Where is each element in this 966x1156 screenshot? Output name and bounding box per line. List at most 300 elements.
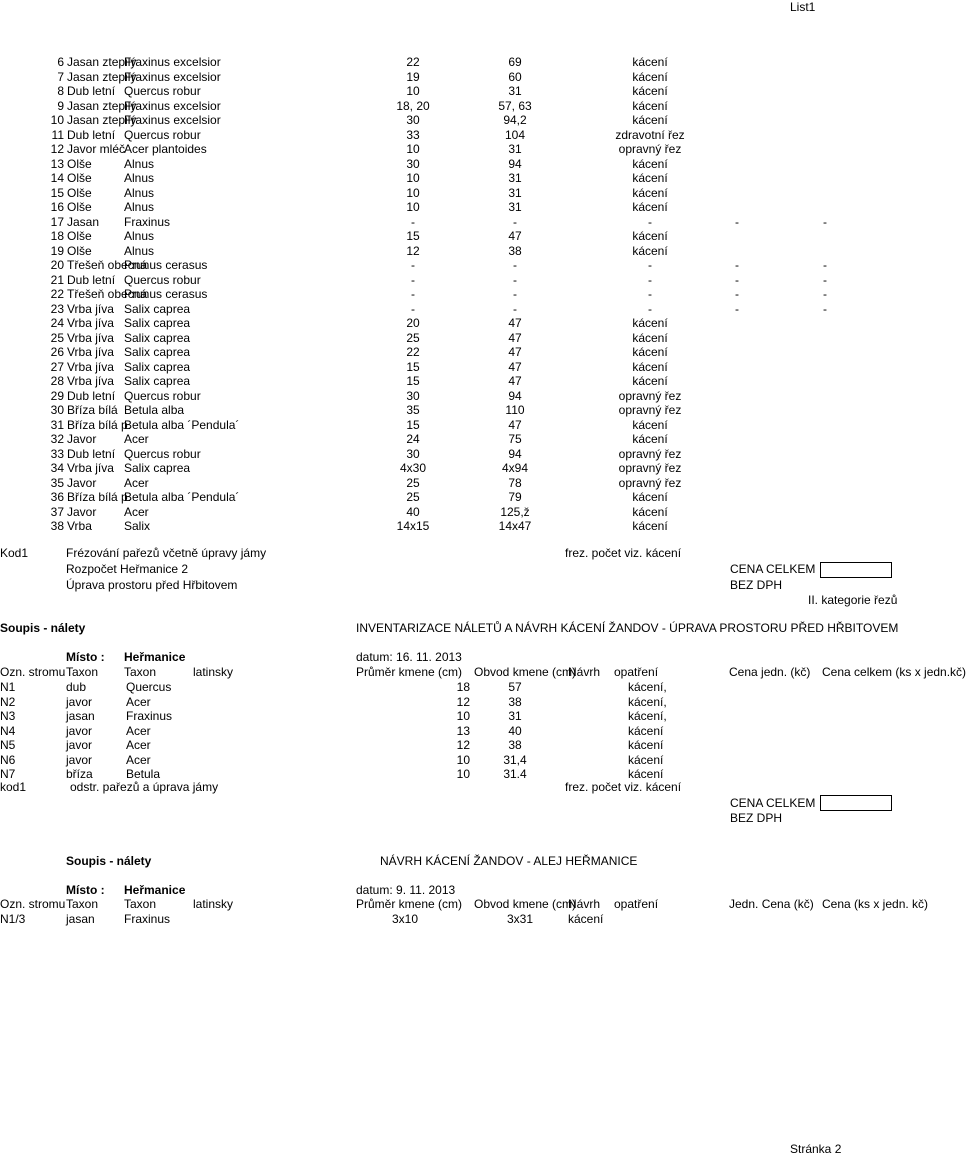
tree-czech-name: Javor (67, 475, 97, 490)
tree-number: 9 (57, 98, 64, 113)
tree-diameter: 4x30 (399, 461, 427, 475)
tree-latin-name: Betula alba ´Pendula´ (124, 490, 240, 504)
row-diameter: 10 (456, 709, 470, 723)
tree-number: 24 (50, 316, 64, 330)
tree-diameter: - (411, 301, 415, 316)
tree-czech-name: Vrba jíva (67, 345, 114, 359)
tree-czech-name: Javor (67, 504, 97, 519)
tree-latin-name: Salix caprea (124, 330, 191, 345)
tree-action: kácení (632, 490, 668, 504)
col-latin: latinsky (193, 897, 234, 911)
row-taxon: jasan (66, 912, 95, 926)
tree-action: kácení (632, 55, 668, 69)
tree-diameter: 12 (406, 243, 420, 258)
section-1-total-box (820, 795, 892, 811)
col-taxon-2: Taxon (124, 665, 157, 679)
tree-latin-name: Acer (124, 475, 149, 490)
section-1-kod: kod1 (0, 780, 27, 794)
tree-girth: 110 (505, 403, 525, 417)
tree-action: kácení (632, 432, 668, 446)
tree-girth: 47 (508, 374, 522, 388)
tree-diameter: 33 (406, 127, 420, 142)
tree-action: kácení (632, 359, 668, 374)
tree-girth: 4x94 (501, 461, 529, 475)
tree-action: opravný řez (618, 388, 682, 403)
tree-number: 26 (50, 345, 64, 359)
page-number: Stránka 2 (790, 1142, 842, 1156)
tree-number: 30 (50, 403, 64, 417)
tree-extra-1: - (735, 214, 739, 229)
budget-subtitle: Úprava prostoru před Hřbitovem (66, 578, 238, 592)
tree-action: opravný řez (618, 446, 682, 461)
row-action: kácení (628, 738, 664, 752)
row-latin: Fraxinus (124, 912, 171, 926)
tree-latin-name: Prunus cerasus (124, 287, 208, 301)
tree-diameter: 24 (406, 432, 420, 446)
tree-number: 16 (50, 200, 64, 214)
tree-girth: 125,ž (500, 504, 530, 519)
row-diameter: 10 (456, 752, 470, 767)
section-1-place: Heřmanice (124, 650, 186, 664)
row-girth: 3x31 (506, 912, 534, 926)
row-taxon: bříza (66, 767, 93, 781)
tree-czech-name: Bříza bílá p. (67, 417, 132, 432)
tree-diameter: 20 (406, 316, 420, 330)
tree-latin-name: Salix caprea (124, 461, 191, 475)
tree-action: kácení (632, 84, 668, 98)
tree-extra-2: - (823, 214, 827, 229)
tree-czech-name: Vrba jíva (67, 330, 114, 345)
row-diameter: 18 (456, 680, 470, 694)
tree-czech-name: Jasan ztepilý (67, 98, 137, 113)
tree-diameter: - (411, 258, 415, 272)
tree-diameter: 30 (406, 446, 420, 461)
tree-girth: - (513, 214, 517, 229)
tree-diameter: - (411, 287, 415, 301)
tree-czech-name: Třešeň obecná (67, 287, 148, 301)
tree-czech-name: Jasan ztepilý (67, 69, 137, 84)
tree-number: 18 (50, 229, 64, 243)
tree-number: 14 (50, 171, 64, 185)
tree-diameter: 15 (406, 359, 420, 374)
tree-czech-name: Jasan ztepilý (67, 113, 137, 127)
tree-czech-name: Dub letní (67, 272, 116, 287)
tree-action: kácení (632, 171, 668, 185)
tree-action: - (648, 272, 652, 287)
col-action: opatření (614, 665, 659, 679)
tree-latin-name: Betula alba (124, 403, 185, 417)
tree-extra-2: - (823, 287, 827, 301)
tree-extra-1: - (735, 287, 739, 301)
row-id: N7 (0, 767, 16, 781)
budget-vat-label: BEZ DPH (730, 578, 783, 592)
tree-girth: 14x47 (498, 519, 532, 533)
tree-latin-name: Acer (124, 504, 149, 519)
tree-action: kácení (632, 185, 668, 200)
tree-diameter: 18, 20 (396, 98, 430, 113)
tree-czech-name: Dub letní (67, 127, 116, 142)
tree-action: opravný řez (618, 142, 682, 156)
tree-latin-name: Quercus robur (124, 446, 201, 461)
tree-number: 8 (57, 84, 64, 98)
tree-czech-name: Javor (67, 432, 97, 446)
col-taxon-1: Taxon (66, 897, 99, 911)
tree-girth: 94 (508, 446, 522, 461)
row-diameter: 13 (456, 723, 470, 738)
col-dbh: Průměr kmene (cm) (356, 897, 463, 911)
tree-latin-name: Alnus (124, 185, 155, 200)
tree-action: - (648, 258, 652, 272)
row-action: kácení, (628, 694, 667, 709)
section-2-heading: NÁVRH KÁCENÍ ŽANDOV - ALEJ HEŘMANICE (380, 854, 638, 868)
tree-action: kácení (632, 330, 668, 345)
tree-czech-name: Vrba jíva (67, 374, 114, 388)
row-latin: Acer (126, 694, 151, 709)
tree-czech-name: Bříza bílá (67, 403, 118, 417)
row-id: N3 (0, 709, 16, 723)
section-1-date: datum: 16. 11. 2013 (356, 650, 462, 664)
row-action: kácení (628, 752, 664, 767)
tree-diameter: 40 (406, 504, 420, 519)
tree-girth: 47 (508, 229, 522, 243)
tree-girth: 31 (508, 84, 522, 98)
tree-czech-name: Javor mléč (67, 142, 126, 156)
tree-action: kácení (632, 316, 668, 330)
tree-diameter: 14x15 (396, 519, 430, 533)
row-diameter: 12 (456, 694, 470, 709)
row-taxon: javor (66, 738, 93, 752)
col-ozn: Ozn. stromu (0, 665, 66, 679)
tree-action: kácení (632, 345, 668, 359)
row-taxon: jasan (66, 709, 95, 723)
tree-action: - (648, 214, 652, 229)
tree-latin-name: Alnus (124, 243, 155, 258)
row-diameter: 12 (456, 738, 470, 752)
tree-latin-name: Fraxinus (124, 214, 171, 229)
tree-czech-name: Třešeň obecná (67, 258, 148, 272)
row-latin: Acer (126, 723, 151, 738)
tree-action: kácení (632, 113, 668, 127)
row-action: kácení (568, 912, 604, 926)
col-girth: Obvod kmene (cm) (474, 665, 577, 679)
col-proposal: Návrh (568, 897, 601, 911)
row-id: N6 (0, 752, 16, 767)
tree-extra-1: - (735, 258, 739, 272)
tree-girth: 78 (508, 475, 522, 490)
row-girth: 57 (508, 680, 522, 694)
row-action: kácení (628, 723, 664, 738)
col-proposal: Návrh (568, 665, 601, 679)
tree-girth: 57, 63 (498, 98, 532, 113)
tree-diameter: 25 (406, 490, 420, 504)
budget-code: Kod1 (0, 546, 29, 560)
row-id: N1/3 (0, 912, 26, 926)
col-total-price: Cena celkem (ks x jedn.kč) (822, 665, 966, 679)
tree-latin-name: Prunus cerasus (124, 258, 208, 272)
tree-girth: - (513, 272, 517, 287)
row-id: N1 (0, 680, 16, 694)
tree-number: 28 (50, 374, 64, 388)
tree-number: 15 (50, 185, 64, 200)
tree-action: kácení (632, 98, 668, 113)
tree-diameter: 10 (406, 84, 420, 98)
tree-girth: 47 (508, 330, 522, 345)
row-taxon: javor (66, 752, 93, 767)
tree-czech-name: Jasan ztepilý (67, 55, 137, 69)
tree-number: 25 (50, 330, 64, 345)
tree-czech-name: Olše (67, 243, 92, 258)
col-latin: latinsky (193, 665, 234, 679)
tree-latin-name: Salix caprea (124, 374, 191, 388)
row-girth: 31.4 (503, 767, 527, 781)
budget-item: Frézování pařezů včetně úpravy jámy (66, 546, 267, 560)
tree-girth: 94 (508, 388, 522, 403)
tree-diameter: 10 (406, 171, 420, 185)
tree-action: kácení (632, 156, 668, 171)
row-id: N4 (0, 723, 16, 738)
tree-number: 12 (50, 142, 64, 156)
tree-girth: 79 (508, 490, 522, 504)
col-unit-price: Cena jedn. (kč) (729, 665, 811, 679)
budget-category: II. kategorie řezů (808, 593, 898, 607)
tree-girth: 94 (508, 156, 522, 171)
col-ozn: Ozn. stromu (0, 897, 66, 911)
tree-number: 19 (50, 243, 64, 258)
row-girth: 38 (508, 738, 522, 752)
row-taxon: dub (66, 680, 87, 694)
tree-girth: 60 (508, 69, 522, 84)
tree-number: 13 (50, 156, 64, 171)
section-2-date: datum: 9. 11. 2013 (356, 883, 456, 897)
tree-czech-name: Vrba jíva (67, 316, 114, 330)
tree-girth: 38 (508, 243, 522, 258)
tree-czech-name: Olše (67, 200, 92, 214)
section-2-place-label: Místo : (66, 883, 105, 897)
tree-action: kácení (632, 374, 668, 388)
tree-latin-name: Acer plantoides (124, 142, 207, 156)
tree-number: 38 (50, 519, 64, 533)
col-dbh: Průměr kmene (cm) (356, 665, 463, 679)
tree-action: kácení (632, 243, 668, 258)
row-action: kácení, (628, 709, 667, 723)
tree-number: 29 (50, 388, 64, 403)
row-latin: Acer (126, 738, 151, 752)
tree-action: opravný řez (618, 461, 682, 475)
tree-number: 6 (57, 55, 64, 69)
col-unit-price: Jedn. Cena (kč) (729, 897, 814, 911)
row-id: N5 (0, 738, 16, 752)
row-taxon: javor (66, 694, 93, 709)
tree-number: 31 (50, 417, 64, 432)
tree-diameter: 30 (406, 156, 420, 171)
tree-action: kácení (632, 519, 668, 533)
tree-action: kácení (632, 504, 668, 519)
tree-diameter: 30 (406, 113, 420, 127)
budget-item-note: frez. počet viz. kácení (565, 546, 682, 560)
tree-czech-name: Vrba jíva (67, 461, 114, 475)
tree-number: 11 (51, 127, 64, 142)
sheet-name: List1 (790, 0, 816, 14)
tree-latin-name: Fraxinus excelsior (124, 69, 221, 84)
tree-number: 10 (50, 113, 64, 127)
row-action: kácení (628, 767, 664, 781)
tree-number: 34 (50, 461, 64, 475)
tree-czech-name: Jasan (67, 214, 100, 229)
tree-girth: - (513, 258, 517, 272)
tree-diameter: 15 (406, 229, 420, 243)
tree-number: 23 (50, 301, 64, 316)
tree-number: 32 (50, 432, 64, 446)
tree-action: kácení (632, 417, 668, 432)
tree-number: 37 (50, 504, 64, 519)
tree-extra-2: - (823, 272, 827, 287)
col-action: opatření (614, 897, 659, 911)
section-2-place: Heřmanice (124, 883, 186, 897)
tree-latin-name: Alnus (124, 156, 155, 171)
tree-diameter: - (411, 214, 415, 229)
tree-girth: 47 (508, 417, 522, 432)
section-1-kod-item: odstr. pařezů a úprava jámy (70, 780, 219, 794)
tree-girth: 94,2 (503, 113, 527, 127)
col-taxon-1: Taxon (66, 665, 99, 679)
tree-latin-name: Fraxinus excelsior (124, 113, 221, 127)
tree-action: - (648, 287, 652, 301)
section-1-total-label: CENA CELKEM (730, 796, 816, 810)
tree-diameter: 35 (406, 403, 420, 417)
tree-diameter: 10 (406, 142, 420, 156)
tree-extra-1: - (735, 272, 739, 287)
row-girth: 31,4 (503, 752, 527, 767)
tree-number: 7 (57, 69, 64, 84)
tree-latin-name: Alnus (124, 171, 155, 185)
tree-latin-name: Quercus robur (124, 388, 201, 403)
tree-number: 33 (50, 446, 64, 461)
tree-czech-name: Dub letní (67, 446, 116, 461)
tree-diameter: 10 (406, 200, 420, 214)
tree-extra-2: - (823, 301, 827, 316)
tree-number: 17 (50, 214, 64, 229)
row-diameter: 10 (456, 767, 470, 781)
section-1-kod-note: frez. počet viz. kácení (565, 780, 682, 794)
tree-girth: 47 (508, 345, 522, 359)
tree-latin-name: Salix caprea (124, 345, 191, 359)
tree-girth: 104 (504, 127, 526, 142)
tree-latin-name: Alnus (124, 229, 155, 243)
tree-latin-name: Alnus (124, 200, 155, 214)
tree-number: 35 (50, 475, 64, 490)
section-1-place-label: Místo : (66, 650, 105, 664)
tree-action: kácení (632, 69, 668, 84)
row-girth: 38 (508, 694, 522, 709)
tree-czech-name: Vrba (67, 519, 92, 533)
tree-action: kácení (632, 229, 668, 243)
row-girth: 40 (508, 723, 522, 738)
tree-czech-name: Bříza bílá p. (67, 490, 132, 504)
row-action: kácení, (628, 680, 667, 694)
row-taxon: javor (66, 723, 93, 738)
tree-girth: 75 (508, 432, 522, 446)
tree-girth: 31 (508, 200, 522, 214)
tree-czech-name: Olše (67, 229, 92, 243)
tree-diameter: 10 (406, 185, 420, 200)
tree-girth: 31 (508, 185, 522, 200)
row-id: N2 (0, 694, 16, 709)
row-latin: Fraxinus (126, 709, 173, 723)
tree-diameter: 19 (406, 69, 420, 84)
row-latin: Betula (126, 767, 161, 781)
budget-total-label: CENA CELKEM (730, 562, 816, 576)
tree-diameter: 30 (406, 388, 420, 403)
budget-total-box (820, 562, 892, 578)
tree-latin-name: Salix caprea (124, 359, 191, 374)
row-latin: Acer (126, 752, 151, 767)
tree-latin-name: Quercus robur (124, 272, 201, 287)
tree-latin-name: Quercus robur (124, 127, 201, 142)
tree-number: 20 (50, 258, 64, 272)
tree-czech-name: Olše (67, 171, 92, 185)
tree-czech-name: Vrba jíva (67, 301, 114, 316)
tree-diameter: 22 (406, 345, 420, 359)
row-girth: 31 (508, 709, 522, 723)
section-1-vat-label: BEZ DPH (730, 811, 783, 825)
tree-latin-name: Salix caprea (124, 316, 191, 330)
tree-girth: - (513, 301, 517, 316)
tree-latin-name: Acer (124, 432, 149, 446)
tree-diameter: 15 (406, 374, 420, 388)
tree-number: 21 (50, 272, 64, 287)
tree-extra-2: - (823, 258, 827, 272)
tree-girth: 47 (508, 359, 522, 374)
tree-diameter: 15 (406, 417, 420, 432)
tree-czech-name: Dub letní (67, 84, 116, 98)
tree-latin-name: Quercus robur (124, 84, 201, 98)
tree-girth: 47 (508, 316, 522, 330)
budget-title: Rozpočet Heřmanice 2 (66, 562, 189, 576)
tree-girth: - (513, 287, 517, 301)
tree-latin-name: Fraxinus excelsior (124, 98, 221, 113)
tree-action: zdravotní řez (615, 127, 685, 142)
tree-diameter: 22 (406, 55, 420, 69)
row-diameter: 3x10 (391, 912, 419, 926)
tree-number: 27 (50, 359, 64, 374)
col-girth: Obvod kmene (cm) (474, 897, 577, 911)
tree-action: kácení (632, 200, 668, 214)
tree-latin-name: Salix (124, 519, 151, 533)
section-1-heading: INVENTARIZACE NÁLETŮ A NÁVRH KÁCENÍ ŽANDOV - ÚPRAVA PROSTORU PŘED HŘBITOVEM (356, 621, 899, 635)
tree-czech-name: Dub letní (67, 388, 116, 403)
tree-czech-name: Olše (67, 185, 92, 200)
row-latin: Quercus (126, 680, 172, 694)
tree-number: 22 (50, 287, 64, 301)
tree-latin-name: Salix caprea (124, 301, 191, 316)
tree-latin-name: Betula alba ´Pendula´ (124, 417, 240, 432)
tree-czech-name: Olše (67, 156, 92, 171)
section-2-title: Soupis - nálety (66, 854, 152, 868)
col-taxon-2: Taxon (124, 897, 157, 911)
col-total-price: Cena (ks x jedn. kč) (822, 897, 929, 911)
tree-diameter: 25 (406, 475, 420, 490)
tree-extra-1: - (735, 301, 739, 316)
tree-action: opravný řez (618, 475, 682, 490)
section-1-title: Soupis - nálety (0, 621, 86, 635)
tree-diameter: - (411, 272, 415, 287)
tree-number: 36 (50, 490, 64, 504)
tree-action: opravný řez (618, 403, 682, 417)
tree-action: - (648, 301, 652, 316)
tree-girth: 31 (508, 171, 522, 185)
tree-diameter: 25 (406, 330, 420, 345)
tree-girth: 69 (508, 55, 522, 69)
